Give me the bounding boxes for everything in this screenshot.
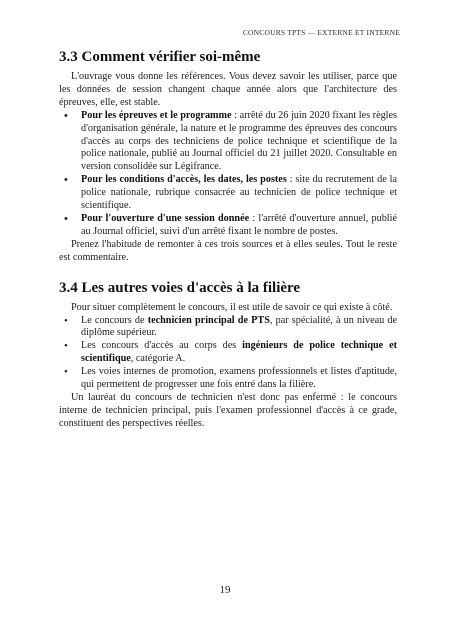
list-item [59, 110, 397, 175]
section-3-4-intro: Pour situer complètement le concours, il est utile de savoir ce qui existe à côté. [71, 301, 393, 313]
bullet-icon: • [64, 212, 68, 225]
item-text-before: Le concours de [81, 314, 148, 326]
list-item [59, 366, 397, 392]
page-number: 19 [219, 584, 231, 596]
item-text: : l'arrêté d'ouverture annuel, publié au Journal officiel, suivi d'un arrêté fixant le nombre de postes. [81, 212, 397, 237]
item-bold-label: technicien principal de PTS [147, 314, 270, 326]
item-text: : site du recrutement de la police nationale, rubrique consacrée au technicien de police technique et scientifique. [81, 174, 398, 212]
section-heading-3-3: 3.3 Comment vérifier soi-même [59, 49, 261, 65]
list-item [59, 340, 397, 366]
item-bold-label: Pour les épreuves et le programme [81, 109, 232, 121]
bullet-icon: • [64, 340, 68, 353]
sources-list [59, 110, 397, 239]
running-header: CONCOURS TPTS — EXTERNE ET INTERNE [242, 28, 400, 37]
section-heading-3-4: 3.4 Les autres voies d'accès à la filière [59, 279, 301, 296]
item-text-after: , par spécialité, à un niveau de diplôme supérieur. [81, 314, 398, 339]
item-bold-label: ingénieurs de police technique et scientifique [81, 340, 397, 365]
item-text-after: , catégorie A. [130, 353, 186, 365]
item-text-after: Les voies internes de promotion, examens professionnels et listes d'aptitude, qui permettent de progresser une fois entré dans la filière. [81, 366, 397, 391]
bullet-icon: • [64, 174, 68, 187]
item-bold-label: Pour l'ouverture d'une session donnée [81, 212, 250, 224]
list-item [59, 174, 397, 213]
bullet-icon: • [64, 366, 68, 379]
section-3-3-intro: L'ouvrage vous donne les références. Vous devez savoir les utiliser, parce que les données de session changent chaque année alors que l'architecture des épreuves, elle, est stable. [59, 71, 397, 108]
page-content [59, 48, 397, 431]
list-item [59, 315, 397, 341]
item-bold-label: Pour les conditions d'accès, les dates, les postes [81, 174, 287, 186]
section-3-4-outro: Un lauréat du concours de technicien n'est donc pas enfermé : le concours interne de technicien principal, puis l'examen professionnel d'accès à ce grade, constituent des perspectives réelles. [59, 391, 397, 429]
section-3-3-outro: Prenez l'habitude de remonter à ces trois sources et à elles seules. Tout le reste est commentaire. [59, 238, 397, 263]
list-item [59, 213, 397, 239]
other-routes-list [59, 315, 397, 392]
bullet-icon: • [64, 109, 68, 122]
bullet-icon: • [64, 314, 68, 327]
item-text: : arrêté du 26 juin 2020 fixant les règles d'organisation générale, la nature et le programme des épreuves des concours d'accès au corps des techniciens de police technique et scientifique de la police nationale, publié au Journal officiel du 21 juillet 2020. Consultable en version consolidée sur Légifrance. [81, 109, 397, 173]
item-text-before: Les concours d'accès au corps des [81, 340, 243, 352]
